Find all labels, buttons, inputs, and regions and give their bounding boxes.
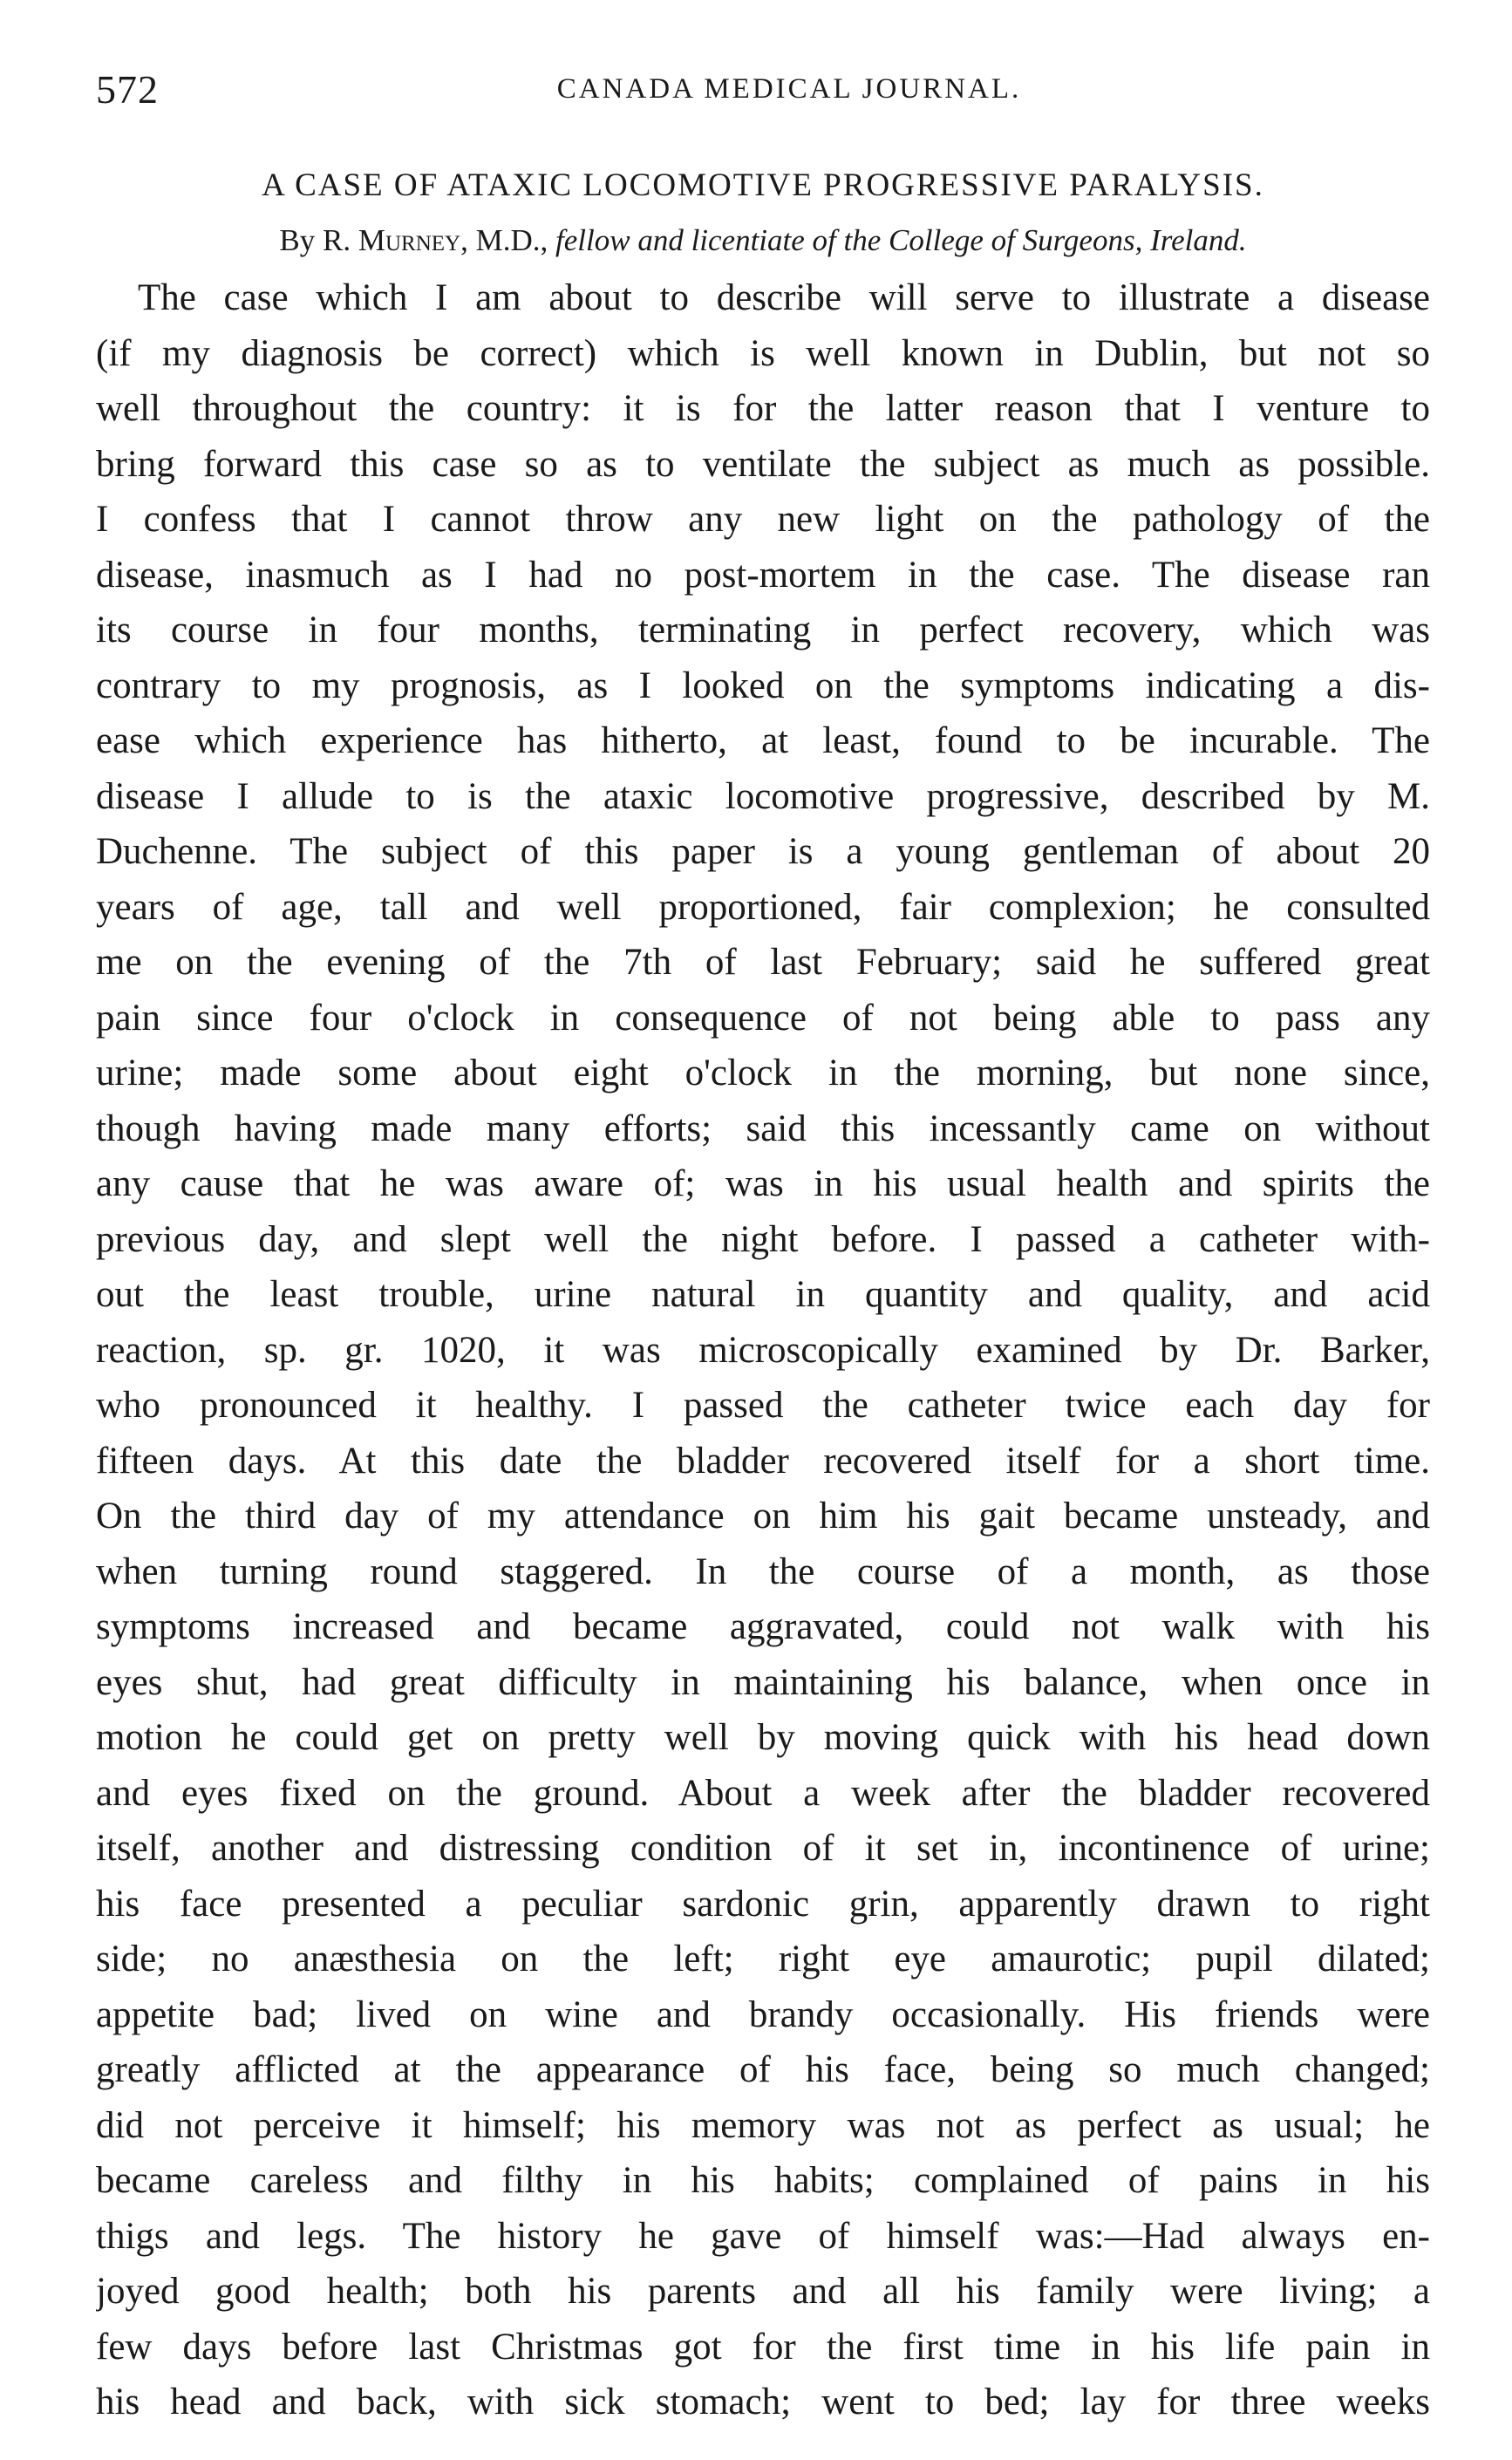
article-title: A CASE OF ATAXIC LOCOMOTIVE PROGRESSIVE PARALYSIS. [262,167,1264,203]
text-line: his face presented a peculiar sardonic grin, apparently drawn to right [96,1883,1430,1925]
text-line: years of age, tall and well proportioned, fair complexion; he consulted [96,886,1430,928]
byline [96,220,1430,262]
text-line: On the third day of my attendance on him his gait became unsteady, and [96,1496,1430,1537]
text-line: contrary to my prognosis, as I looked on the symptoms indicating a dis- [96,664,1430,706]
text-line: reaction, sp. gr. 1020, it was microscopically examined by Dr. Barker, [96,1329,1430,1371]
article-body [96,270,1430,2430]
text-line: few days before last Christmas got for the first time in his life pain in [96,2326,1430,2368]
text-line: did not perceive it himself; his memory was not as perfect as usual; he [96,2104,1430,2146]
text-line: motion he could get on pretty well by moving quick with his head down [96,1717,1430,1758]
author-credentials: fellow and licentiate of the College of Surgeons, Ireland. [555,223,1247,257]
text-line: appetite bad; lived on wine and brandy occasionally. His friends were [96,1993,1430,2035]
text-line: bring forward this case so as to ventilate the subject as much as possible. [96,443,1430,485]
text-line: itself, another and distressing condition of it set in, incontinence of urine; [96,1828,1430,1869]
text-line: me on the evening of the 7th of last February; said he suffered great [96,942,1430,983]
text-line: pain since four o'clock in consequence of not being able to pass any [96,997,1430,1039]
text-line: his head and back, with sick stomach; went to bed; lay for three weeks [96,2382,1430,2423]
text-line: became careless and filthy in his habits; complained of pains in his [96,2160,1430,2201]
text-line: The case which I am about to describe will serve to illustrate a disease [138,277,1430,318]
byline-prefix: By [279,223,316,257]
text-line: Duchenne. The subject of this paper is a young gentleman of about 20 [96,831,1430,872]
journal-page [96,61,1430,2430]
text-line: who pronounced it healthy. I passed the catheter twice each day for [96,1385,1430,1426]
running-head [96,61,1430,122]
text-line: symptoms increased and became aggravated, could not walk with his [96,1606,1430,1647]
text-line: well throughout the country: it is for the latter reason that I venture to [96,388,1430,429]
text-line: side; no anæsthesia on the left; right eye amaurotic; pupil dilated; [96,1939,1430,1980]
text-line: urine; made some about eight o'clock in the morning, but none since, [96,1053,1430,1094]
text-line: when turning round staggered. In the course of a month, as those [96,1550,1430,1592]
text-line: its course in four months, terminating in perfect recovery, which was [96,610,1430,651]
text-line: though having made many efforts; said this incessantly came on without [96,1107,1430,1149]
text-line: joyed good health; both his parents and all his family were living; a [96,2271,1430,2312]
text-line: eyes shut, had great difficulty in maintaining his balance, when once in [96,1661,1430,1703]
text-line: and eyes fixed on the ground. About a week after the bladder recovered [96,1772,1430,1814]
text-line: fifteen days. At this date the bladder recovered itself for a short time. [96,1440,1430,1482]
text-line: previous day, and slept well the night before. I passed a catheter with- [96,1218,1430,1260]
page-number: 572 [96,67,159,112]
text-line: (if my diagnosis be correct) which is well known in Dublin, but not so [96,332,1430,374]
text-line: ease which experience has hitherto, at least, found to be incurable. The [96,720,1430,761]
text-line: out the least trouble, urine natural in quantity and quality, and acid [96,1274,1430,1315]
author-name: R. Murney, M.D., [323,223,548,257]
text-line: disease I allude to is the ataxic locomotive progressive, described by M. [96,775,1430,817]
text-line: greatly afflicted at the appearance of his face, being so much changed; [96,2049,1430,2090]
text-line: disease, inasmuch as I had no post-mortem in the case. The disease ran [96,554,1430,596]
text-line: thigs and legs. The history he gave of himself was:—Had always en- [96,2215,1430,2257]
text-line: I confess that I cannot throw any new light on the pathology of the [96,499,1430,540]
journal-title: CANADA MEDICAL JOURNAL. [556,73,1022,105]
text-line: any cause that he was aware of; was in his usual health and spirits the [96,1163,1430,1204]
